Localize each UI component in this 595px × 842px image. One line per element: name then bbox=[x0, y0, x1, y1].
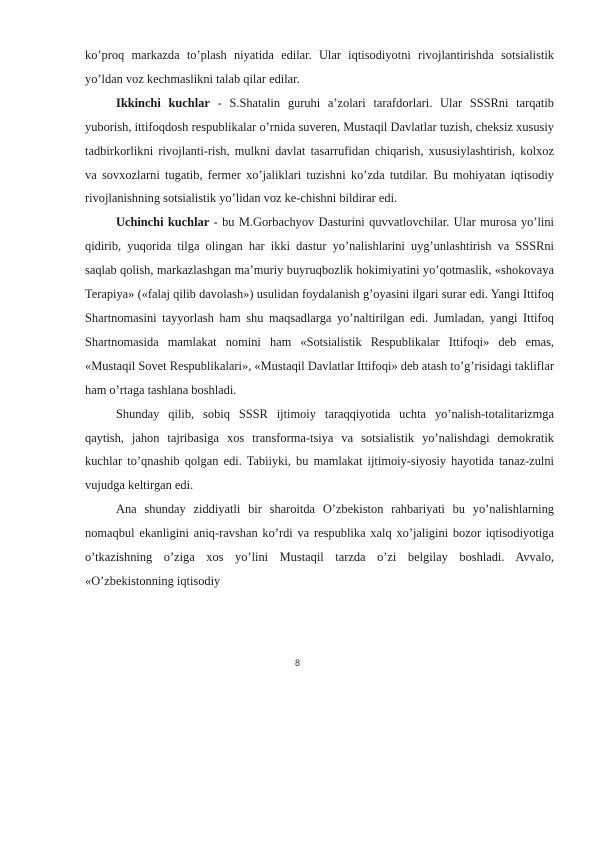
paragraph-1 bbox=[85, 44, 554, 92]
paragraph-5 bbox=[85, 498, 554, 594]
paragraph-1-text: ko’proq markazda to’plash niyatida edilar. Ular iqtisodiyotni rivojlantirishda sotsialistik yo’ldan voz kechmaslikni talab qilar edilar. bbox=[85, 48, 554, 86]
paragraph-3 bbox=[85, 211, 554, 402]
page-number: 8 bbox=[294, 658, 300, 668]
paragraph-3-text: - bu M.Gorbachyov Dasturini quvvatlovchilar. Ular murosa yo’lini qidirib, yuqorida tilga olingan har ikki dastur yo’nalishlarini uyg’unlashtirish va SSSRni saqlab qolish, markazlashgan ma’muriy buyruqbozlik hokimiyatini yo’qotmaslik, «shokovaya Terapiya» («falaj qilib davolash») usulidan foydalanish g’oyasini ilgari surar edi. Yangi Ittifoq Shartnomasini tayyorlash ham shu maqsadlarga yo’naltirilgan edi. Jumladan, yangi Ittifoq Shartnomasida mamlakat nomini ham «Sotsialistik Respublikalar Ittifoqi» deb emas, «Mustaqil Sovet Respublikalari», «Mustaqil Davlatlar Ittifoqi» deb atash to’g’risidagi takliflar ham o’rtaga tashlana boshladi. bbox=[85, 215, 554, 397]
paragraph-4-text: Shunday qilib, sobiq SSSR ijtimoiy taraqqiyotida uchta yo’nalish-totalitarizmga qaytish, jahon tajribasiga xos transforma-tsiya va sotsialistik yo’nalishdagi demokratik kuchlar to’qnashib qolgan edi. Tabiiyki, bu mamlakat ijtimoiy-siyosiy hayotida tanaz-zulni vujudga keltirgan edi. bbox=[85, 406, 554, 493]
paragraph-4 bbox=[85, 403, 554, 499]
document-body bbox=[85, 44, 554, 594]
paragraph-5-text: Ana shunday ziddiyatli bir sharoitda O’zbekiston rahbariyati bu yo’nalishlarning nomaqbul ekanligini aniq-ravshan ko’rdi va respublika xalq xo’jaligini bozor iqtisodiyotiga o’tkazishning o’ziga xos yo’lini Mustaqil tarzda o’zi belgilay boshladi. Avvalo, «O’zbekistonning iqtisodiy bbox=[85, 502, 554, 588]
paragraph-2-lead: Ikkinchi kuchlar bbox=[116, 95, 210, 110]
paragraph-2-text: - S.Shatalin guruhi a’zolari tarafdorlari. Ular SSSRni tarqatib yuborish, ittifoqdosh respublikalar o’rnida suveren, Mustaqil Davlatlar tuzish, cheksiz xususiy tadbirkorlikni rivojlanti-rish, mulkni davlat tasarrufidan chiqarish, xususiylashtirish, kolxoz va sovxozlarni tugatib, fermer xo’jaliklari tuzishni ko’zda tutdilar. Bu mohiyatan iqtisodiy rivojlanishning sotsialistik yo’lidan voz ke-chishni bildirar edi. bbox=[85, 95, 554, 206]
paragraph-3-lead: Uchinchi kuchlar bbox=[116, 215, 210, 230]
paragraph-2 bbox=[85, 92, 554, 212]
